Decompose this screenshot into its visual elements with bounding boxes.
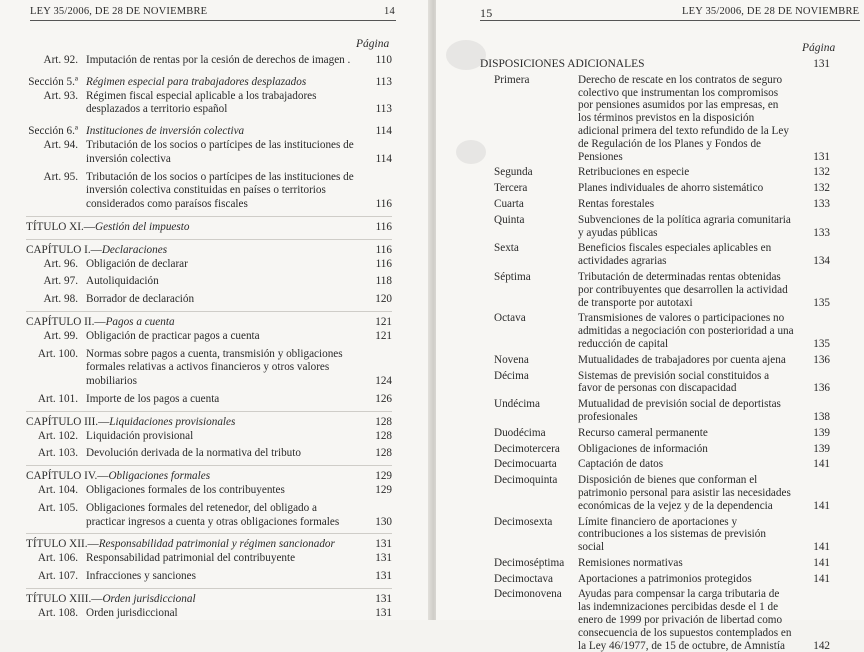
entry-label: Art. 106. — [37, 552, 78, 565]
entry-page: 130 — [375, 515, 392, 528]
toc-entry — [26, 76, 392, 90]
toc-entry — [480, 588, 830, 652]
entry-text — [26, 244, 362, 258]
entry-label: Art. 98. — [43, 293, 78, 306]
toc-entry — [480, 443, 830, 456]
entry-label: Tercera — [494, 182, 528, 195]
header-rule-right — [480, 20, 860, 21]
entry-prefix: TÍTULO XI.— — [26, 220, 95, 233]
entry-page: 131 — [375, 569, 392, 582]
entry-text: Tributación de determinadas rentas obtenidas por contribuyentes que desarrollen la actividad de transporte por autotaxi — [578, 270, 788, 309]
entry-title: Obligaciones formales — [108, 470, 211, 483]
toc-entry — [480, 573, 830, 586]
entry-text: Límite financiero de aportaciones y contribuciones a los sistemas de previsión social — [578, 515, 766, 554]
entry-label: Art. 99. — [43, 329, 78, 342]
entry-page: 141 — [813, 499, 830, 512]
toc-section-heading — [480, 58, 830, 71]
entry-text: Autoliquidación — [86, 275, 159, 288]
entry-page: 129 — [375, 470, 392, 483]
entry-text: Liquidación provisional — [86, 429, 194, 442]
entry-page: 116 — [375, 243, 392, 256]
toc-entry — [26, 588, 392, 607]
entry-label: Decimotercera — [494, 442, 560, 455]
toc-entry — [26, 348, 392, 389]
entry-label: Segunda — [494, 166, 533, 179]
toc-entry — [26, 393, 392, 407]
entry-label: Sexta — [494, 242, 519, 255]
entry-page: 131 — [375, 552, 392, 565]
entry-label: Cuarta — [494, 197, 524, 210]
entry-page: 116 — [375, 257, 392, 270]
entry-page: 129 — [375, 483, 392, 496]
right-page — [436, 0, 864, 652]
entry-title: Pagos a cuenta — [105, 315, 175, 328]
entry-page: 128 — [375, 415, 392, 428]
entry-text: Sistemas de previsión social constituidos a favor de personas con discapacidad — [578, 369, 770, 395]
entry-text: Tributación de los socios o partícipes de las instituciones de inversión colectiva — [86, 138, 354, 165]
entry-text: Aportaciones a patrimonios protegidos — [578, 572, 752, 585]
entry-prefix: CAPÍTULO IV.— — [26, 470, 109, 483]
entry-text: Captación de datos — [578, 458, 664, 471]
entry-prefix: CAPÍTULO II.— — [26, 315, 106, 328]
entry-label: Quinta — [494, 213, 525, 226]
entry-text: Obligaciones de información — [578, 442, 708, 455]
entry-text: Planes individuales de ahorro sistemático — [578, 182, 764, 195]
entry-page: 133 — [813, 226, 830, 239]
entry-page: 110 — [375, 54, 392, 66]
entry-title: Orden jurisdiccional — [102, 592, 196, 605]
running-head-left: LEY 35/2006, DE 28 DE NOVIEMBRE — [30, 6, 208, 17]
entry-page: 141 — [813, 556, 830, 569]
entry-text: Derecho de rescate en los contratos de seguro colectivo que instrumentan los compromisos por pensiones asumidos por las empresas, en los términos previstos en la disposición adicional primera del texto refundido de la Ley de Regulación de los Planes y Fondos de Pensiones — [578, 73, 789, 163]
toc-entry — [26, 447, 392, 461]
entry-page: 114 — [375, 125, 392, 138]
toc-entry — [26, 502, 392, 530]
entry-text: Ayudas para compensar la carga tributaria de las indemnizaciones percibidas desde el 1 de enero de 1999 por privación de libertad como consecuencia de los supuestos contemplados en la Ley 46/1977, de 15 de octubre, de Amnistía — [578, 588, 792, 652]
toc-entry — [26, 311, 392, 330]
entry-text: Normas sobre pagos a cuenta, transmisión y obligaciones formales relativas a activos financieros y otros valores mobiliarios — [86, 347, 343, 388]
entry-label: Art. 97. — [43, 275, 78, 288]
entry-title: Responsabilidad patrimonial y régimen sancionador — [98, 538, 335, 551]
entry-label: Décima — [494, 369, 529, 382]
entry-page: 128 — [375, 429, 392, 442]
entry-text: Transmisiones de valores o participaciones no admitidas a negociación con posterioridad a una reducción de capital — [578, 312, 794, 350]
entry-page: 114 — [375, 152, 392, 165]
entry-text — [26, 316, 362, 330]
entry-text: Obligación de practicar pagos a cuenta — [86, 329, 260, 342]
entry-text: Imputación de rentas por la cesión de derechos de imagen . — [86, 54, 351, 66]
entry-label: Duodécima — [494, 426, 546, 439]
toc-entry — [26, 411, 392, 430]
entry-text: Borrador de declaración — [86, 293, 195, 306]
entry-label: Art. 92. — [43, 54, 78, 66]
entry-title: Declaraciones — [101, 243, 168, 256]
entry-text: Instituciones de inversión colectiva — [86, 125, 245, 138]
entry-page: 120 — [375, 293, 392, 306]
entry-label: Art. 95. — [43, 170, 78, 183]
entry-label: Art. 94. — [43, 138, 78, 151]
entry-text: Régimen especial para trabajadores desplazados — [86, 75, 307, 88]
toc-entry — [26, 171, 392, 212]
entry-page: 141 — [813, 572, 830, 585]
entry-label: Decimoséptima — [494, 556, 565, 569]
entry-page: 116 — [375, 220, 392, 233]
page-column-label-right: Página — [802, 42, 836, 54]
entry-page: 132 — [813, 166, 830, 179]
entry-page: 141 — [813, 541, 830, 554]
toc-entry — [480, 516, 830, 554]
running-head-right: LEY 35/2006, DE 28 DE NOVIEMBRE — [682, 6, 860, 17]
toc-entry — [26, 275, 392, 289]
entry-text: Devolución derivada de la normativa del tributo — [86, 447, 301, 460]
entry-text — [26, 538, 362, 552]
toc-entry — [480, 474, 830, 512]
entry-page: 135 — [813, 296, 830, 309]
toc-entry — [26, 533, 392, 552]
toc-right — [480, 58, 830, 652]
entry-label: Art. 101. — [37, 392, 78, 405]
entry-page: 118 — [375, 275, 392, 288]
entry-text: Retribuciones en especie — [578, 166, 690, 179]
entry-label: Decimoctava — [494, 572, 554, 585]
toc-entry — [26, 465, 392, 484]
entry-text: Beneficios fiscales especiales aplicables en actividades agrarias — [578, 242, 772, 268]
entry-text — [26, 416, 362, 430]
entry-label: Art. 102. — [37, 429, 78, 442]
toc-entry — [480, 354, 830, 367]
entry-text: Obligación de declarar — [86, 257, 188, 270]
entry-prefix: CAPÍTULO III.— — [26, 415, 110, 428]
toc-entry — [26, 430, 392, 444]
toc-entry — [26, 54, 392, 68]
toc-entry — [480, 198, 830, 211]
entry-label: Art. 105. — [37, 501, 78, 514]
page-number-left: 14 — [384, 6, 395, 17]
toc-entry — [26, 607, 392, 621]
entry-text — [26, 593, 362, 607]
entry-page: 116 — [375, 198, 392, 211]
entry-page: 134 — [813, 255, 830, 268]
toc-entry — [480, 74, 830, 164]
entry-page: 131 — [375, 606, 392, 619]
entry-text: Obligaciones formales del retenedor, del obligado a practicar ingresos a cuenta y otras obligaciones formales — [86, 501, 340, 528]
entry-page: 136 — [813, 382, 830, 395]
entry-text: Responsabilidad patrimonial del contribuyente — [86, 552, 296, 565]
entry-label: Decimosexta — [494, 515, 553, 528]
entry-text: Remisiones normativas — [578, 556, 683, 569]
entry-text: Importe de los pagos a cuenta — [86, 392, 220, 405]
entry-page: 126 — [375, 392, 392, 405]
toc-entry — [26, 484, 392, 498]
entry-page: 139 — [813, 442, 830, 455]
toc-entry — [480, 370, 830, 396]
entry-text — [26, 470, 362, 484]
entry-text: Infracciones y sanciones — [86, 569, 196, 582]
entry-page: 113 — [375, 75, 392, 88]
entry-text — [26, 221, 362, 235]
entry-page: 124 — [375, 375, 392, 388]
section-heading-page: 131 — [813, 58, 830, 70]
entry-label: Art. 96. — [43, 257, 78, 270]
entry-page: 113 — [375, 103, 392, 116]
entry-page: 142 — [813, 639, 830, 652]
entry-label: Undécima — [494, 398, 540, 411]
toc-entry — [480, 242, 830, 268]
entry-title: Liquidaciones provisionales — [109, 415, 236, 428]
entry-prefix: TÍTULO XIII.— — [26, 592, 103, 605]
entry-text: Subvenciones de la política agraria comunitaria y ayudas públicas — [578, 213, 791, 239]
entry-page: 136 — [813, 353, 830, 366]
toc-entry — [26, 570, 392, 584]
toc-entry — [26, 239, 392, 258]
toc-entry — [480, 557, 830, 570]
entry-label: Art. 104. — [37, 483, 78, 496]
entry-label: Séptima — [494, 270, 531, 283]
entry-text: Orden jurisdiccional — [86, 606, 178, 619]
section-heading-text: DISPOSICIONES ADICIONALES — [480, 58, 645, 70]
entry-label: Decimocuarta — [494, 458, 557, 471]
entry-label: Novena — [494, 353, 529, 366]
entry-label: Decimoquinta — [494, 474, 558, 487]
entry-text: Tributación de los socios o partícipes de las instituciones de inversión colectiva constituidas en países o territorios considerados como paraísos fiscales — [86, 170, 354, 211]
page-column-label-left: Página — [356, 38, 390, 50]
entry-text: Régimen fiscal especial aplicable a los trabajadores desplazados a territorio español — [86, 89, 317, 116]
toc-entry — [480, 312, 830, 350]
toc-entry — [480, 214, 830, 240]
entry-prefix: TÍTULO XII.— — [26, 538, 99, 551]
entry-page: 133 — [813, 197, 830, 210]
toc-entry — [26, 90, 392, 118]
entry-label: Sección 5.ª — [28, 75, 78, 88]
entry-title: Gestión del impuesto — [94, 220, 190, 233]
entry-prefix: CAPÍTULO I.— — [26, 243, 102, 256]
toc-entry — [26, 293, 392, 307]
toc-entry — [480, 271, 830, 309]
entry-page: 131 — [813, 150, 830, 163]
left-page — [0, 0, 432, 620]
toc-left — [26, 54, 392, 620]
toc-entry — [480, 398, 830, 424]
toc-entry — [26, 125, 392, 139]
entry-label: Art. 100. — [37, 347, 78, 360]
entry-label: Art. 93. — [43, 89, 78, 102]
entry-label: Decimonovena — [494, 588, 562, 601]
entry-page: 139 — [813, 426, 830, 439]
toc-entry — [480, 427, 830, 440]
entry-text: Recurso cameral permanente — [578, 426, 708, 439]
entry-page: 138 — [813, 410, 830, 423]
toc-entry — [26, 258, 392, 272]
entry-page: 128 — [375, 447, 392, 460]
entry-page: 141 — [813, 458, 830, 471]
entry-page: 121 — [375, 315, 392, 328]
toc-entry — [26, 216, 392, 235]
entry-label: Primera — [494, 73, 530, 86]
toc-entry — [26, 139, 392, 167]
entry-text: Obligaciones formales de los contribuyentes — [86, 483, 285, 496]
page-number-right: 15 — [480, 6, 493, 20]
toc-entry — [480, 182, 830, 195]
entry-label: Octava — [494, 312, 526, 325]
entry-text: Mutualidad de previsión social de deportistas profesionales — [578, 398, 781, 423]
toc-entry — [480, 458, 830, 471]
entry-text: Mutualidades de trabajadores por cuenta ajena — [578, 353, 786, 366]
entry-label: Sección 6.ª — [28, 125, 78, 138]
entry-text: Rentas forestales — [578, 197, 655, 210]
entry-label: Art. 108. — [37, 606, 78, 619]
entry-label: Art. 103. — [37, 447, 78, 460]
entry-label: Art. 107. — [37, 569, 78, 582]
entry-text: Disposición de bienes que conforman el patrimonio personal para asistir las necesidades económicas de la vejez y de la dependencia — [578, 474, 791, 512]
entry-page: 131 — [375, 538, 392, 551]
header-rule-left — [30, 20, 396, 21]
toc-entry — [26, 552, 392, 566]
entry-page: 135 — [813, 337, 830, 350]
entry-page: 131 — [375, 592, 392, 605]
toc-entry — [26, 330, 392, 344]
entry-page: 132 — [813, 182, 830, 195]
entry-page: 121 — [375, 329, 392, 342]
toc-entry — [480, 166, 830, 179]
